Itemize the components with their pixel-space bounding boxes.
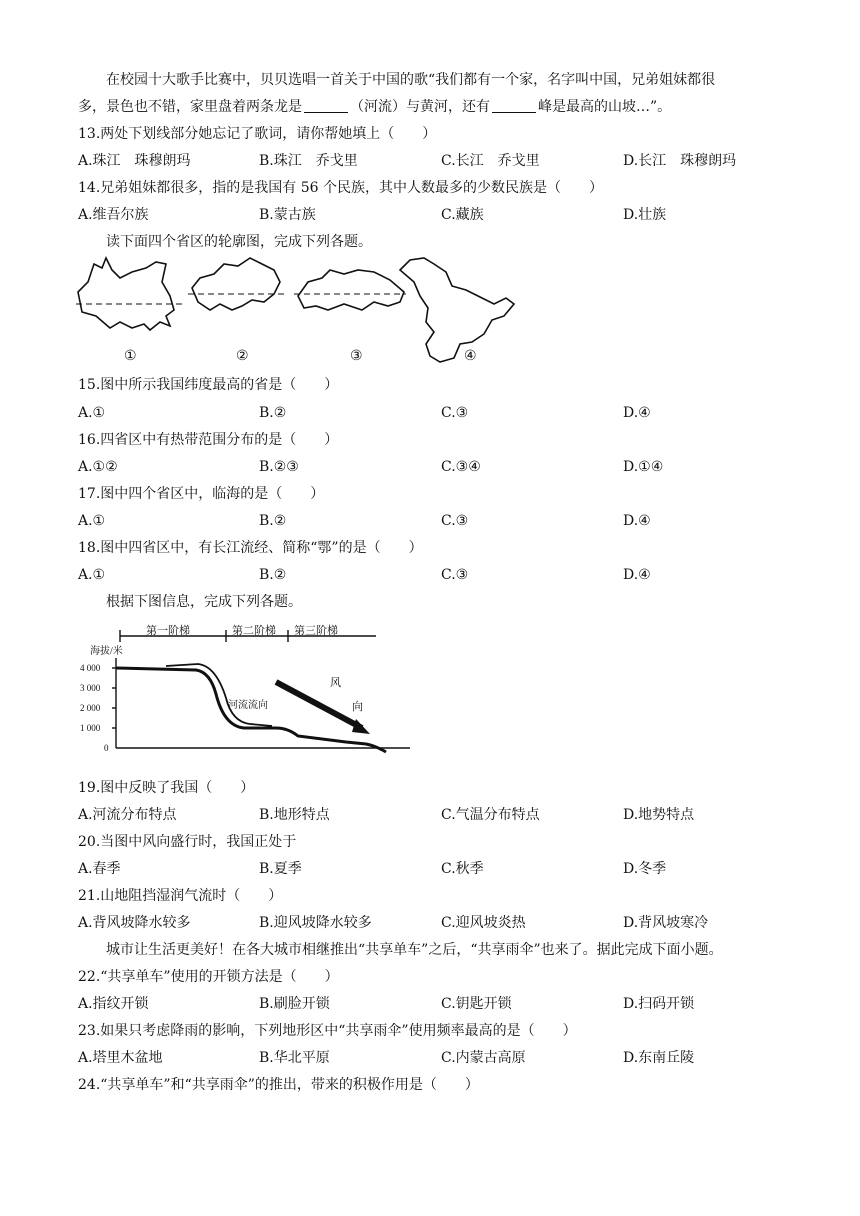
province-outline-1 xyxy=(78,258,174,330)
option-a: A.指纹开锁 xyxy=(78,996,149,1012)
answer-blank-1 xyxy=(304,98,348,113)
intro-text-c: 峰是最高的山坡…”。 xyxy=(538,99,672,115)
option-c: C.气温分布特点 xyxy=(441,807,540,823)
wind-arrow xyxy=(276,682,362,728)
question-22-options xyxy=(78,994,778,1014)
option-c: C.钥匙开锁 xyxy=(441,996,512,1012)
step-label-2: 第二阶梯 xyxy=(232,625,276,637)
section-share-instruction: 城市让生活更美好！在各大城市相继推出“共享单车”之后，“共享雨伞”也来了。据此完成下面小题。 xyxy=(106,942,723,958)
option-a: A.珠江 珠穆朗玛 xyxy=(78,153,191,169)
wind-label-2: 向 xyxy=(352,701,363,713)
question-14-stem: 14.兄弟姐妹都很多，指的是我国有 56 个民族，其中人数最多的少数民族是（ ） xyxy=(78,180,603,196)
option-b: B.地形特点 xyxy=(259,807,330,823)
option-c: C.③④ xyxy=(441,459,481,475)
question-14-options xyxy=(78,205,778,225)
map-label-2: ② xyxy=(236,348,249,364)
option-c: C.迎风坡炎热 xyxy=(441,915,526,931)
question-17-stem: 17.图中四个省区中，临海的是（ ） xyxy=(78,486,325,502)
y-tick-1000: 1 000 xyxy=(80,723,101,733)
question-20-options xyxy=(78,859,778,879)
option-b: B.迎风坡降水较多 xyxy=(259,915,372,931)
map-label-1: ① xyxy=(124,348,137,364)
y-tick-0: 0 xyxy=(104,743,109,753)
question-17-options xyxy=(78,511,778,531)
option-c: C.秋季 xyxy=(441,861,484,877)
question-22-stem: 22.“共享单车”使用的开锁方法是（ ） xyxy=(78,969,339,985)
province-outline-3 xyxy=(298,270,404,310)
terrain-profile-figure xyxy=(76,624,416,764)
option-d: D.长江 珠穆朗玛 xyxy=(623,153,737,169)
river-flow-label: 河流流向 xyxy=(228,700,268,711)
option-d: D.①④ xyxy=(623,459,664,475)
question-19-stem: 19.图中反映了我国（ ） xyxy=(78,780,255,796)
option-a: A.①② xyxy=(78,459,118,475)
option-a: A.维吾尔族 xyxy=(78,207,149,223)
option-c: C.③ xyxy=(441,513,469,529)
intro-line-2 xyxy=(78,97,671,117)
province-outline-maps xyxy=(74,252,524,372)
question-13-stem: 13.两处下划线部分她忘记了歌词，请你帮她填上（ ） xyxy=(78,126,437,142)
option-b: B.② xyxy=(259,405,287,421)
option-c: C.长江 乔戈里 xyxy=(441,153,540,169)
intro-text-b: （河流）与黄河，还有 xyxy=(350,99,490,115)
option-d: D.东南丘陵 xyxy=(623,1050,695,1066)
option-d: D.扫码开锁 xyxy=(623,996,695,1012)
option-d: D.地势特点 xyxy=(623,807,695,823)
option-a: A.春季 xyxy=(78,861,121,877)
option-d: D.④ xyxy=(623,405,651,421)
map-label-3: ③ xyxy=(350,348,363,364)
intro-text-a: 多，景色也不错，家里盘着两条龙是 xyxy=(78,99,302,115)
option-c: C.③ xyxy=(441,405,469,421)
y-axis-label: 海拔/米 xyxy=(90,646,123,657)
option-b: B.刷脸开锁 xyxy=(259,996,330,1012)
step-label-1: 第一阶梯 xyxy=(146,625,190,637)
option-a: A.塔里木盆地 xyxy=(78,1050,163,1066)
question-24-stem: 24.“共享单车”和“共享雨伞”的推出，带来的积极作用是（ ） xyxy=(78,1077,479,1093)
option-b: B.珠江 乔戈里 xyxy=(259,153,358,169)
option-c: C.藏族 xyxy=(441,207,484,223)
province-outline-4 xyxy=(400,258,514,362)
step-label-3: 第三阶梯 xyxy=(294,625,338,637)
question-21-options xyxy=(78,913,778,933)
option-d: D.④ xyxy=(623,513,651,529)
wind-label-1: 风 xyxy=(330,677,341,689)
question-23-stem: 23.如果只考虑降雨的影响，下列地形区中“共享雨伞”使用频率最高的是（ ） xyxy=(78,1023,577,1039)
option-d: D.冬季 xyxy=(623,861,667,877)
option-a: A.① xyxy=(78,405,106,421)
y-tick-2000: 2 000 xyxy=(80,703,101,713)
river-flow-line xyxy=(166,664,272,726)
question-18-options xyxy=(78,565,778,585)
question-20-stem: 20.当图中风向盛行时，我国正处于 xyxy=(78,834,297,850)
question-19-options xyxy=(78,805,778,825)
option-d: D.壮族 xyxy=(623,207,667,223)
option-c: C.③ xyxy=(441,567,469,583)
question-15-options xyxy=(78,403,778,423)
question-21-stem: 21.山地阻挡湿润气流时（ ） xyxy=(78,888,283,904)
option-d: D.背风坡寒冷 xyxy=(623,915,709,931)
question-16-stem: 16.四省区中有热带范围分布的是（ ） xyxy=(78,432,339,448)
option-b: B.华北平原 xyxy=(259,1050,330,1066)
question-18-stem: 18.图中四省区中，有长江流经、简称“鄂”的是（ ） xyxy=(78,540,423,556)
section-maps-instruction: 读下面四个省区的轮廓图，完成下列各题。 xyxy=(106,234,372,250)
map-label-4: ④ xyxy=(464,348,477,364)
option-b: B.蒙古族 xyxy=(259,207,316,223)
province-outline-2 xyxy=(192,258,280,310)
option-b: B.② xyxy=(259,513,287,529)
y-tick-4000: 4 000 xyxy=(80,663,101,673)
option-a: A.① xyxy=(78,567,106,583)
question-16-options xyxy=(78,457,778,477)
option-b: B.② xyxy=(259,567,287,583)
section-chart-instruction: 根据下图信息，完成下列各题。 xyxy=(106,594,302,610)
option-a: A.河流分布特点 xyxy=(78,807,177,823)
y-tick-3000: 3 000 xyxy=(80,683,101,693)
option-a: A.① xyxy=(78,513,106,529)
option-b: B.②③ xyxy=(259,459,299,475)
intro-line-1: 在校园十大歌手比赛中，贝贝选唱一首关于中国的歌“我们都有一个家，名字叫中国，兄弟姐妹都很 xyxy=(106,72,716,88)
option-d: D.④ xyxy=(623,567,651,583)
option-c: C.内蒙古高原 xyxy=(441,1050,526,1066)
question-23-options xyxy=(78,1048,778,1068)
answer-blank-2 xyxy=(492,98,536,113)
option-b: B.夏季 xyxy=(259,861,302,877)
option-a: A.背风坡降水较多 xyxy=(78,915,191,931)
question-15-stem: 15.图中所示我国纬度最高的省是（ ） xyxy=(78,377,339,393)
question-13-options xyxy=(78,151,778,171)
